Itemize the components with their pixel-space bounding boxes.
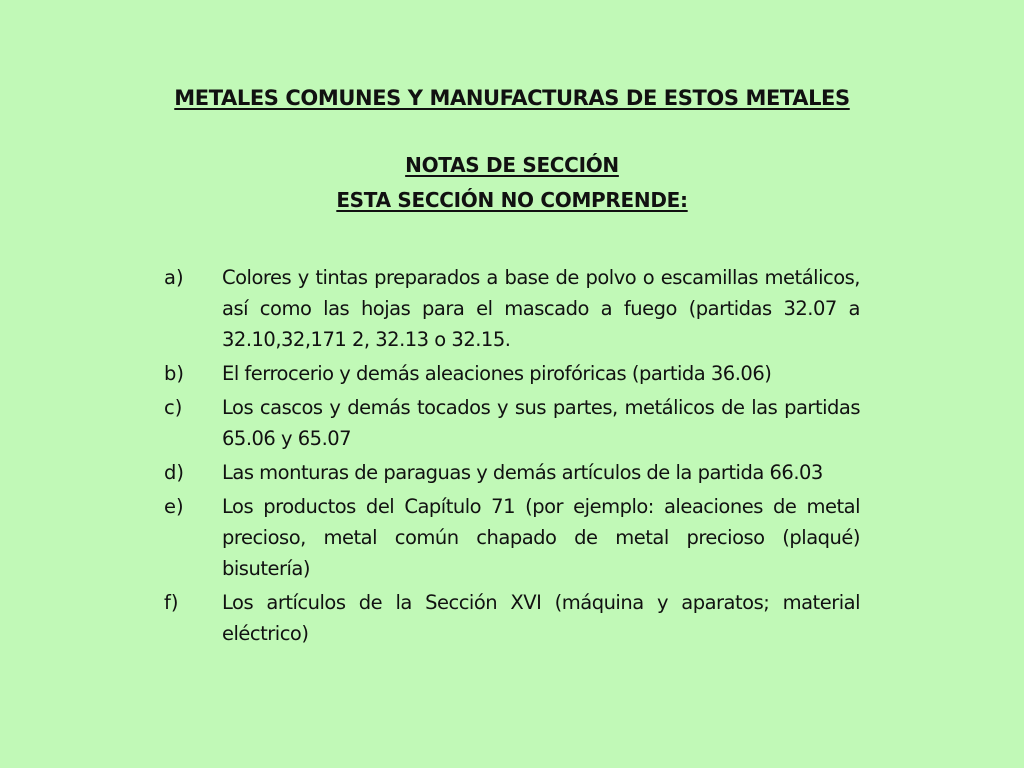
note-item-e (164, 491, 860, 584)
note-letter: b) (164, 362, 184, 385)
notes-list (164, 262, 860, 652)
note-letter: c) (164, 396, 183, 419)
note-text: Los artículos de la Sección XVI (máquina y aparatos; material eléctrico) (222, 591, 860, 645)
note-text: Colores y tintas preparados a base de polvo o escamillas metálicos, así como las hojas para el mascado a fuego (partidas 32.07 a 32.10,32,171 2, 32.13 o 32.15. (222, 266, 860, 351)
exclusions-heading: ESTA SECCIÓN NO COMPRENDE: (336, 188, 688, 212)
note-item-d (164, 457, 860, 488)
note-letter: f) (164, 591, 179, 614)
note-letter: e) (164, 495, 184, 518)
note-letter: a) (164, 266, 184, 289)
note-text: Los productos del Capítulo 71 (por ejemplo: aleaciones de metal precioso, metal común chapado de metal precioso (plaqué) bisutería) (222, 495, 860, 580)
note-letter: d) (164, 461, 184, 484)
note-item-b (164, 358, 860, 389)
note-item-a (164, 262, 860, 355)
note-text: El ferrocerio y demás aleaciones pirofóricas (partida 36.06) (222, 362, 772, 385)
note-text: Las monturas de paraguas y demás artículos de la partida 66.03 (222, 461, 823, 484)
note-item-f (164, 587, 860, 649)
slide-title: METALES COMUNES Y MANUFACTURAS DE ESTOS METALES (174, 86, 850, 110)
section-notes-heading: NOTAS DE SECCIÓN (405, 153, 619, 177)
note-text: Los cascos y demás tocados y sus partes, metálicos de las partidas 65.06 y 65.07 (222, 396, 860, 450)
note-item-c (164, 392, 860, 454)
